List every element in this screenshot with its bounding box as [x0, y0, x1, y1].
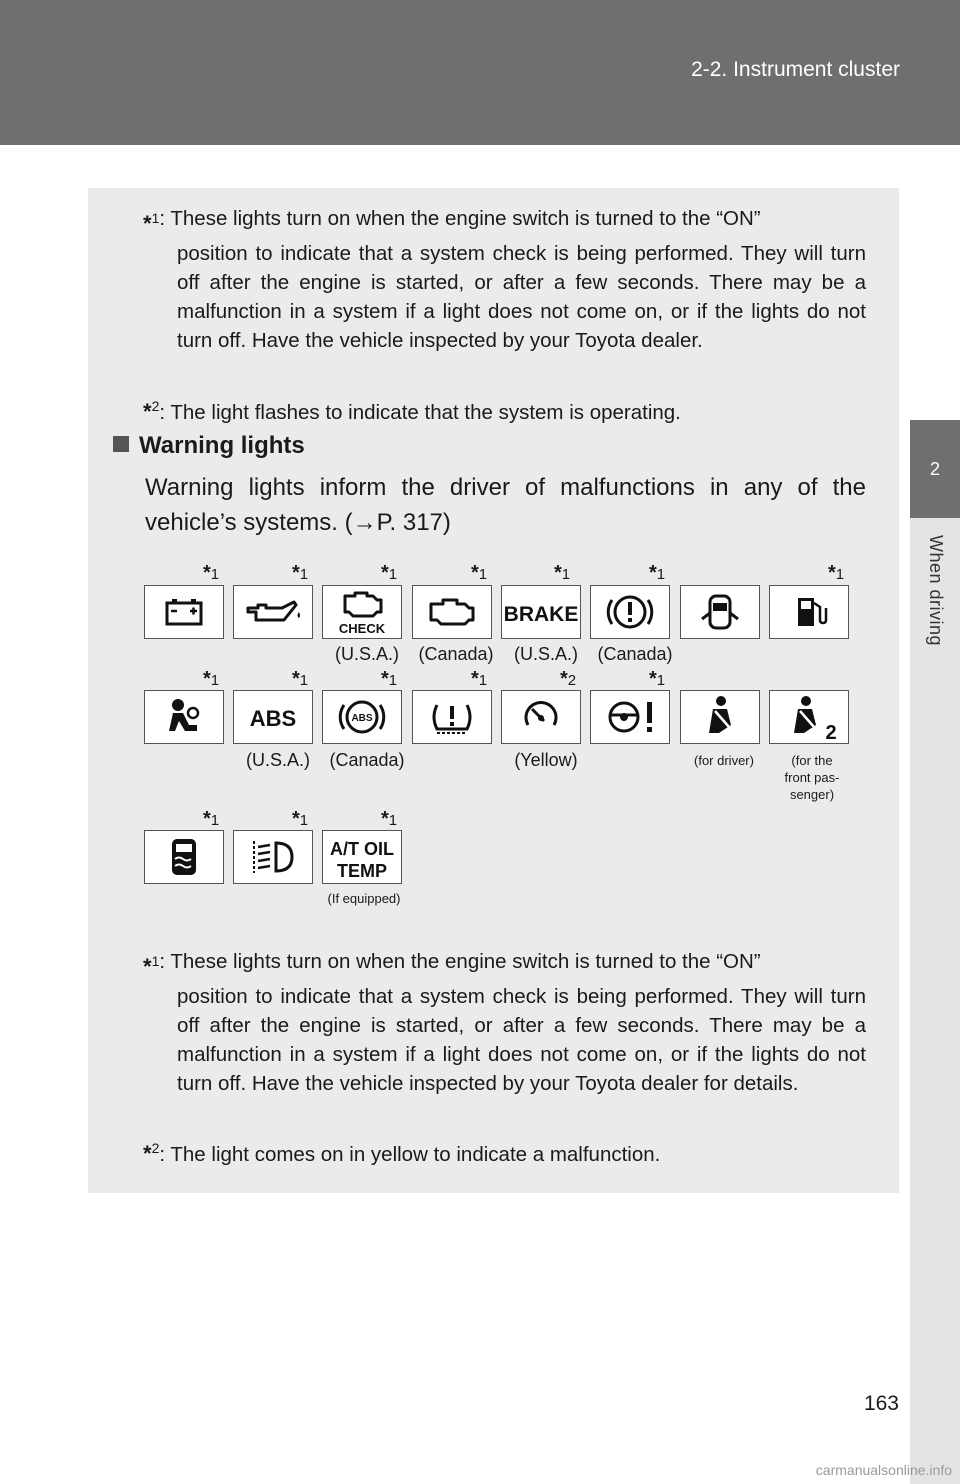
svg-text:A/T OIL: A/T OIL: [330, 839, 394, 859]
check-engine-icon: [322, 585, 402, 639]
star-label: *1: [292, 668, 309, 690]
footnote-2-bottom: *$^2$: The light comes on in yellow to indicate a malfunction.: [143, 1140, 661, 1166]
star-label: *1: [381, 668, 398, 690]
abs-text-icon: [233, 690, 313, 744]
section-heading: Warning lights: [113, 432, 305, 460]
brake-text-icon: [501, 585, 581, 639]
star-label: *1: [203, 562, 220, 584]
footnote-1-top: *$^1$ : These lights turn on when the engine switch is turned to the “ON” position to indicate that a system check is being performed. They will turn off after the engine is started, or after a few seconds. There may be a malfunction in a system if a light does not come on, or if the lights do not turn off. Have the vehicle inspected by your Toyota dealer.: [143, 207, 866, 352]
tire-pressure-icon: [412, 690, 492, 744]
brake-circle-icon: [590, 585, 670, 639]
abs-circle-icon: [322, 690, 402, 744]
star-label: *1: [292, 562, 309, 584]
slip-indicator-icon: [144, 830, 224, 884]
star-label: *2: [560, 668, 577, 690]
caption: (for the front pas- senger): [784, 753, 840, 802]
watermark: carmanualsonline.info: [815, 1462, 952, 1478]
caption: (If equipped): [327, 891, 401, 906]
star-label: *1: [381, 562, 398, 584]
star-label: *1: [828, 562, 845, 584]
seatbelt-passenger-icon: [769, 690, 849, 744]
caption: (U.S.A.): [513, 644, 578, 664]
engine-icon: [412, 585, 492, 639]
star-label: *1: [292, 808, 309, 830]
caption: (Canada): [329, 750, 405, 770]
battery-icon: [144, 585, 224, 639]
square-bullet-icon: [113, 436, 129, 452]
caption: (U.S.A.): [334, 644, 399, 664]
chapter-strip: [910, 518, 960, 1484]
seatbelt-driver-icon: [680, 690, 760, 744]
at-oil-temp-icon: [322, 830, 402, 884]
star-label: *1: [471, 668, 488, 690]
star-label: *1: [649, 668, 666, 690]
section-intro: Warning lights inform the driver of malfunctions in any of the vehicle’s systems. (→P. 317): [145, 474, 866, 536]
svg-text:BRAKE: BRAKE: [503, 603, 579, 626]
svg-text:TEMP: TEMP: [336, 861, 388, 881]
low-fuel-icon: [769, 585, 849, 639]
caption: (Yellow): [514, 750, 578, 770]
caption: (for driver): [694, 753, 754, 768]
chapter-tab[interactable]: 2: [910, 420, 960, 518]
caption: (U.S.A.): [245, 750, 310, 770]
footnote-1-bottom: *$^1$ : These lights turn on when the engine switch is turned to the “ON” position to indicate that a system check is being performed. They will turn off after the engine is started, or after a few seconds. There may be a malfunction in a system if a light does not come on, or if the lights do not turn off. Have the vehicle inspected by your Toyota dealer for details.: [143, 950, 866, 1095]
door-open-icon: [680, 585, 760, 639]
power-steering-icon: [501, 690, 581, 744]
svg-text:ABS: ABS: [351, 713, 373, 724]
airbag-icon: [144, 690, 224, 744]
page-header: [0, 0, 960, 145]
chapter-title: When driving: [926, 535, 946, 647]
steering-warning-icon: [590, 690, 670, 744]
page-number: 163: [863, 1392, 899, 1415]
svg-text:ABS: ABS: [249, 706, 297, 731]
caption: (Canada): [597, 644, 673, 664]
footnote-2-top: *$^2$: The light flashes to indicate that the system is operating.: [143, 398, 681, 424]
star-label: *1: [203, 808, 220, 830]
star-label: *1: [554, 562, 571, 584]
caption: (Canada): [418, 644, 494, 664]
headlight-leveling-icon: [233, 830, 313, 884]
star-label: *1: [203, 668, 220, 690]
oil-pressure-icon: [233, 585, 313, 639]
svg-text:2: 2: [825, 722, 837, 743]
svg-text:CHECK: CHECK: [338, 621, 386, 636]
star-label: *1: [649, 562, 666, 584]
star-label: *1: [381, 808, 398, 830]
section-title: 2-2. Instrument cluster: [691, 58, 900, 81]
star-label: *1: [471, 562, 488, 584]
